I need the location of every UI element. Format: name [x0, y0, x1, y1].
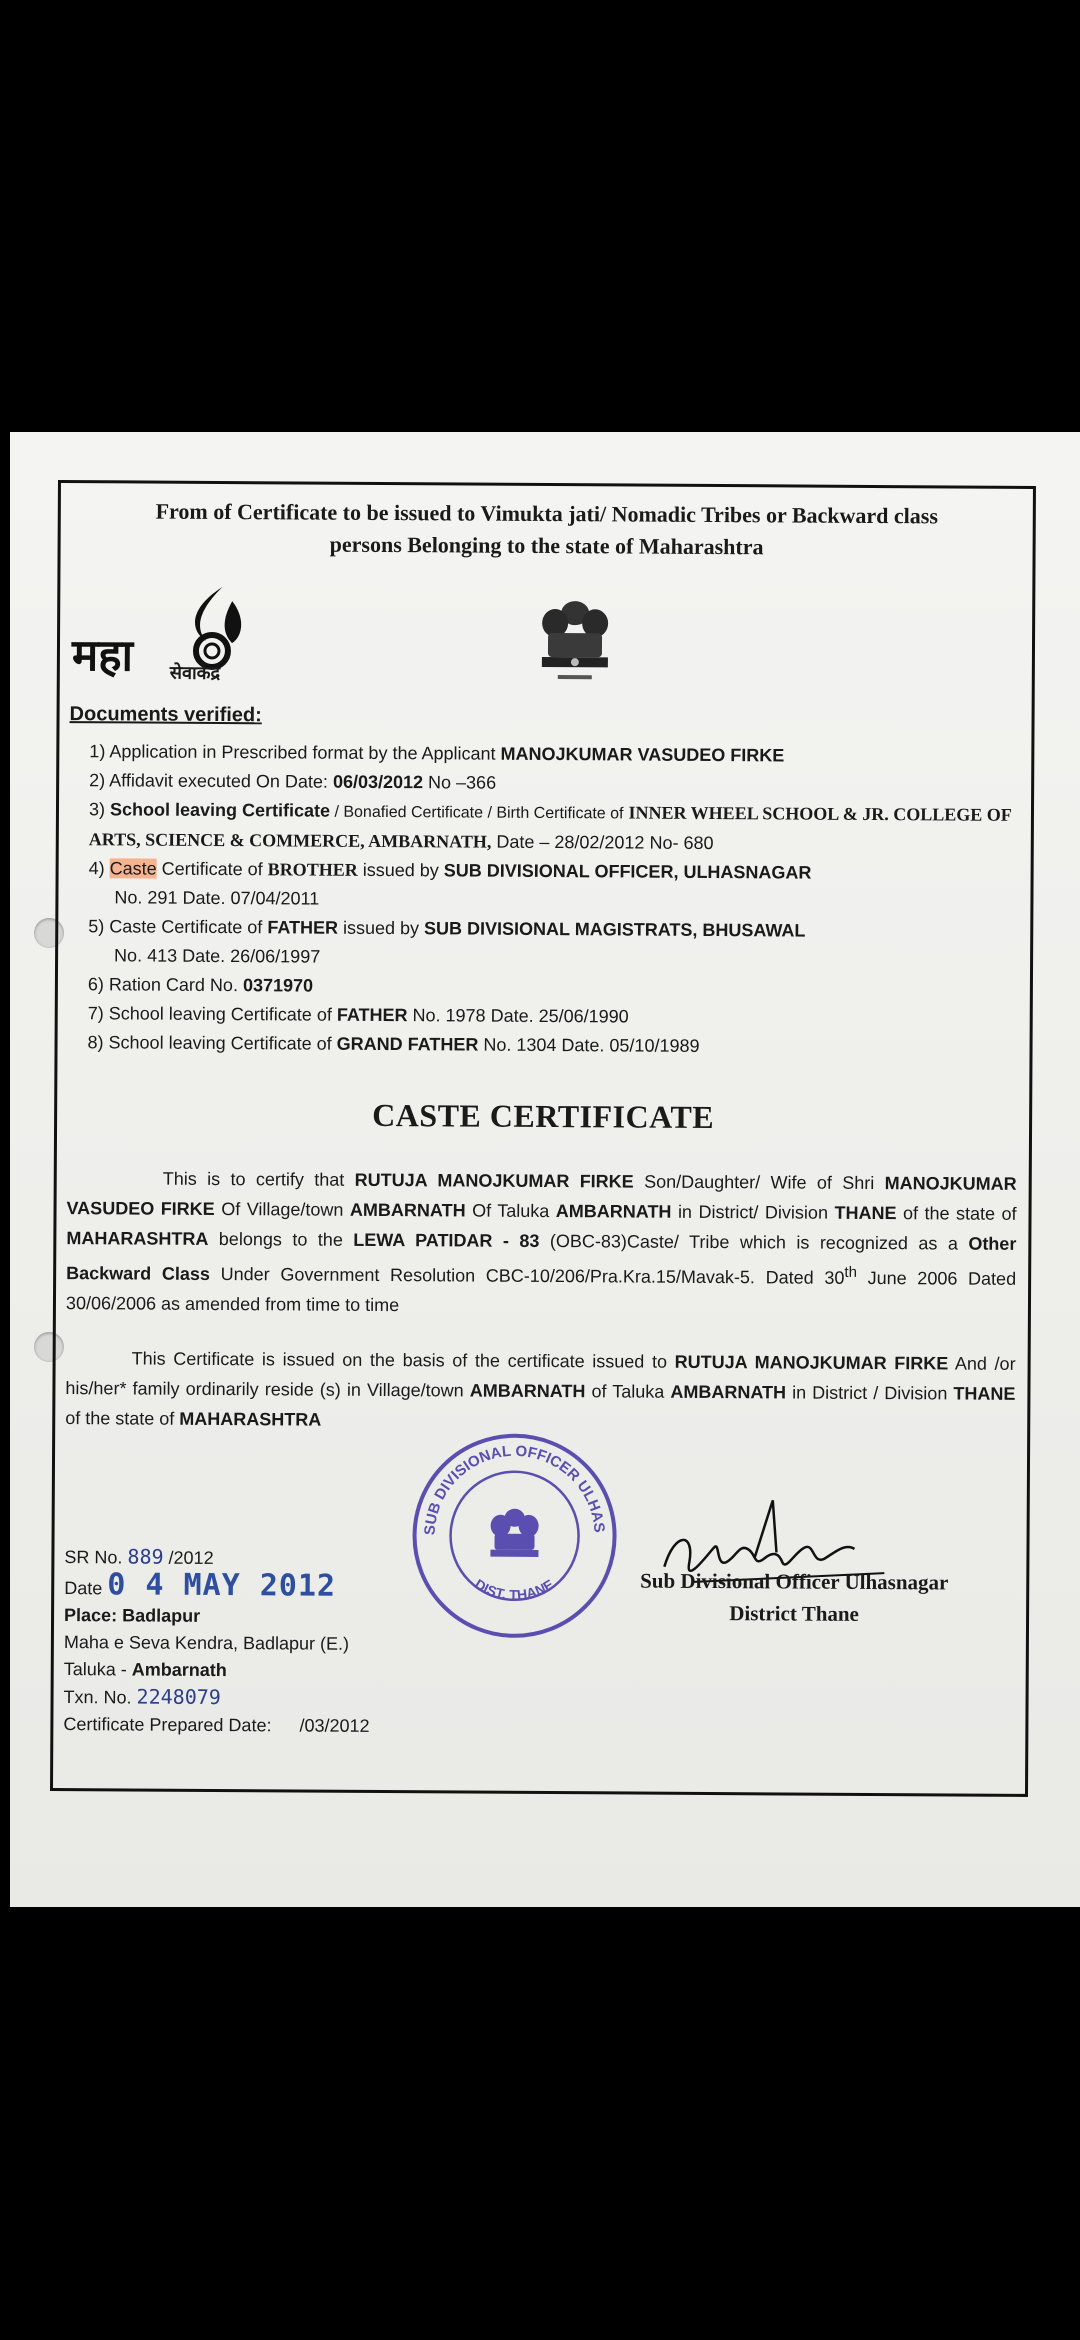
certificate-paper: [10, 432, 1080, 1907]
documents-verified-list: [87, 737, 1019, 1063]
maha-logo-text: महा: [71, 630, 134, 682]
maha-seva-kendra-logo: [72, 578, 273, 689]
seal-text-bottom: DIST. THANE: [472, 1575, 557, 1603]
list-item: 7) School leaving Certificate of FATHER No. 1978 Date. 25/06/1990: [87, 1003, 629, 1027]
applicant-name: MANOJKUMAR VASUDEO FIRKE: [500, 743, 785, 766]
date-stamp: 0 4 MAY 2012: [107, 1567, 337, 1604]
list-item-continued: No. 291 Date. 07/04/2011: [114, 887, 320, 909]
seva-kendra-text: सेवाकेंद्र: [169, 662, 221, 684]
header-line-1: From of Certificate to be issued to Vimukta jati/ Nomadic Tribes or Backward class: [155, 498, 939, 529]
documents-verified-heading: Documents verified:: [69, 703, 262, 727]
list-item-continued: No. 413 Date. 26/06/1997: [114, 945, 321, 967]
seal-emblem-icon: [490, 1509, 538, 1557]
list-item: 8) School leaving Certificate of GRAND FATHER No. 1304 Date. 05/10/1989: [87, 1032, 700, 1056]
handwritten-txn: 2248079: [136, 1684, 221, 1710]
officer-district: District Thane: [729, 1601, 860, 1626]
list-item: 3) School leaving Certificate / Bonafied Certificate / Birth Certificate of INNER WHEEL SCHOOL & JR. COLLEGE OF ARTS, SCIENCE & COMMERCE, AMBARNATH, Date – 28/02/2012 No- 680: [88, 799, 1012, 854]
certificate-frame: [50, 480, 1036, 1797]
highlighted-word: Caste: [109, 858, 157, 879]
issuing-officer: [574, 1564, 1014, 1631]
basis-paragraph: This Certificate is issued on the basis of the certificate issued to RUTUJA MANOJKUMAR FIRKE And /or his/her* family ordinarily reside (s) in Village/town AMBARNATH of Taluka AMBARNATH in District / Division THANE of the state of MAHARASHTRA: [65, 1348, 1016, 1430]
prepared-date: Certificate Prepared Date: /03/2012: [63, 1714, 370, 1736]
school-name: INNER WHEEL SCHOOL & JR. COLLEGE OF ARTS, SCIENCE & COMMERCE, AMBARNATH,: [88, 802, 1012, 852]
handwritten-sr: 889: [127, 1544, 164, 1569]
affidavit-date: 06/03/2012: [332, 771, 424, 793]
list-item: 1) Application in Prescribed format by the Applicant MANOJKUMAR VASUDEO FIRKE: [89, 741, 785, 766]
issue-date: Date 0 4 MAY 2012: [64, 1567, 337, 1604]
svg-text:DIST. THANE: [472, 1576, 557, 1603]
certification-paragraph: This is to certify that RUTUJA MANOJKUMAR FIRKE Son/Daughter/ Wife of Shri MANOJKUMAR VASUDEO FIRKE Of Village/town AMBARNATH Of Taluka AMBARNATH in District/ Division THANE of the state of MAHARASHTRA belongs to the LEWA PATIDAR - 83 (OBC-83)Caste/ Tribe which is recognized as a Other Backward Class Under Government Resolution CBC-10/206/Pra.Kra.15/Mavak-5. Dated 30th June 2006 Dated 30/06/2006 as amended from time to time: [65, 1168, 1017, 1316]
list-item: 2) Affidavit executed On Date: 06/03/2012 No –366: [89, 770, 497, 793]
kendra-name: Maha e Seva Kendra, Badlapur (E.): [63, 1632, 350, 1654]
sr-number: SR No. 889 /2012: [64, 1544, 214, 1569]
list-item: 5) Caste Certificate of FATHER issued by SUB DIVISIONAL MAGISTRATS, BHUSAWAL: [88, 916, 806, 941]
header-line-2: persons Belonging to the state of Maharashtra: [329, 531, 764, 560]
transaction-number: Txn. No. 2248079: [63, 1684, 221, 1710]
certificate-details: [63, 1543, 370, 1740]
list-item: 6) Ration Card No. 0371970: [87, 974, 314, 996]
place: Place: Badlapur: [64, 1605, 201, 1626]
taluka: Taluka - Ambarnath: [63, 1659, 227, 1681]
list-item: 4) Caste Certificate of BROTHER issued by SUB DIVISIONAL OFFICER, ULHASNAGAR: [88, 858, 812, 883]
national-emblem-icon: [530, 591, 621, 692]
officer-title: Sub Divisional Officer Ulhasnagar: [640, 1568, 949, 1595]
seal-text-top: SUB DIVISIONAL OFFICER ULHASNAGAR: [421, 1442, 608, 1536]
certificate-title: CASTE CERTIFICATE: [372, 1096, 715, 1136]
form-header: [61, 495, 1033, 565]
